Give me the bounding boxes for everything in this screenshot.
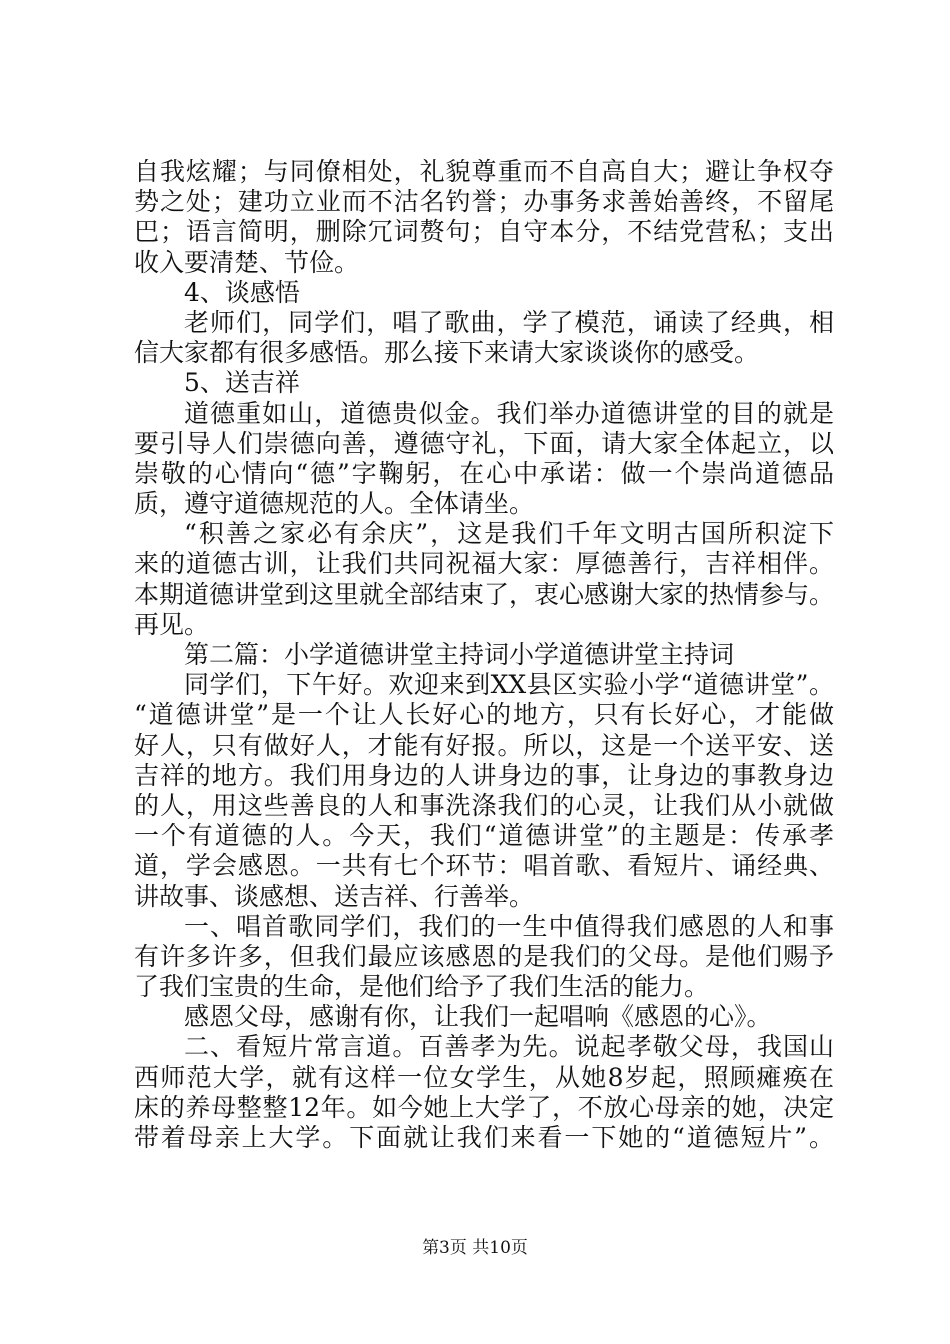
- text-line: 巴；语言简明，删除冗词赘句；自守本分，不结党营私；支出: [134, 217, 834, 247]
- text-line: 带着母亲上大学。下面就让我们来看一下她的“道德短片”。: [134, 1123, 834, 1152]
- text-line: 要引导人们崇德向善，遵德守礼，下面，请大家全体起立，以: [134, 428, 834, 458]
- text-line: 二、看短片常言道。百善孝为先。说起孝敬父母，我国山: [184, 1032, 834, 1062]
- text-line: 质，遵守道德规范的人。全体请坐。: [134, 489, 535, 519]
- text-line: 一、唱首歌同学们，我们的一生中值得我们感恩的人和事: [184, 911, 834, 941]
- text-line: 自我炫耀；与同僚相处，礼貌尊重而不自高自大；避让争权夺: [134, 157, 834, 186]
- text-line: 讲故事、谈感想、送吉祥、行善举。: [134, 881, 535, 911]
- text-line: 好人，只有做好人，才能有好报。所以，这是一个送平安、送: [134, 730, 834, 760]
- text-line: “道德讲堂”是一个让人长好心的地方，只有长好心，才能做: [134, 700, 834, 730]
- text-line: 西师范大学，就有这样一位女学生，从她8岁起，照顾瘫痪在: [134, 1062, 834, 1092]
- text-line: 了我们宝贵的生命，是他们给予了我们生活的能力。: [134, 972, 710, 1002]
- text-line: 吉祥的地方。我们用身边的人讲身边的事，让身边的事教身边: [134, 760, 834, 790]
- page-number-label: 第3页 共10页: [422, 1238, 528, 1258]
- text-line: 第二篇：小学道德讲堂主持词小学道德讲堂主持词: [184, 640, 735, 669]
- text-line: 来的道德古训，让我们共同祝福大家：厚德善行，吉祥相伴。: [134, 549, 834, 579]
- page-footer: [0, 1238, 950, 1258]
- text-line: 的人，用这些善良的人和事洗涤我们的心灵，让我们从小就做: [134, 790, 834, 820]
- text-line: 床的养母整整12年。如今她上大学了，不放心母亲的她，决定: [134, 1092, 834, 1122]
- text-line: 感恩父母，感谢有你，让我们一起唱响《感恩的心》。: [184, 1002, 772, 1032]
- text-line: 道，学会感恩。一共有七个环节：唱首歌、看短片、诵经典、: [134, 851, 834, 881]
- text-line: 收入要清楚、节俭。: [134, 247, 360, 277]
- text-line: 5、送吉祥: [184, 368, 300, 398]
- document-body: [134, 157, 834, 1153]
- text-line: 信大家都有很多感悟。那么接下来请大家谈谈你的感受。: [134, 338, 760, 368]
- text-line: 老师们，同学们，唱了歌曲，学了模范，诵读了经典，相: [184, 307, 834, 337]
- text-line: 一个有道德的人。今天，我们“道德讲堂”的主题是：传承孝: [134, 821, 834, 851]
- text-line: 再见。: [134, 609, 210, 639]
- text-line: 本期道德讲堂到这里就全部结束了，衷心感谢大家的热情参与。: [134, 579, 835, 609]
- text-line: 势之处；建功立业而不沽名钓誉；办事务求善始善终，不留尾: [134, 187, 834, 217]
- text-line: 同学们，下午好。欢迎来到XX县区实验小学“道德讲堂”。: [184, 670, 834, 700]
- text-line: “积善之家必有余庆”，这是我们千年文明古国所积淀下: [184, 519, 834, 549]
- text-line: 4、谈感悟: [184, 277, 300, 307]
- text-line: 崇敬的心情向“德”字鞠躬，在心中承诺：做一个崇尚道德品: [134, 458, 834, 488]
- text-line: 道德重如山，道德贵似金。我们举办道德讲堂的目的就是: [184, 398, 834, 428]
- text-line: 有许多许多，但我们最应该感恩的是我们的父母。是他们赐予: [134, 941, 834, 971]
